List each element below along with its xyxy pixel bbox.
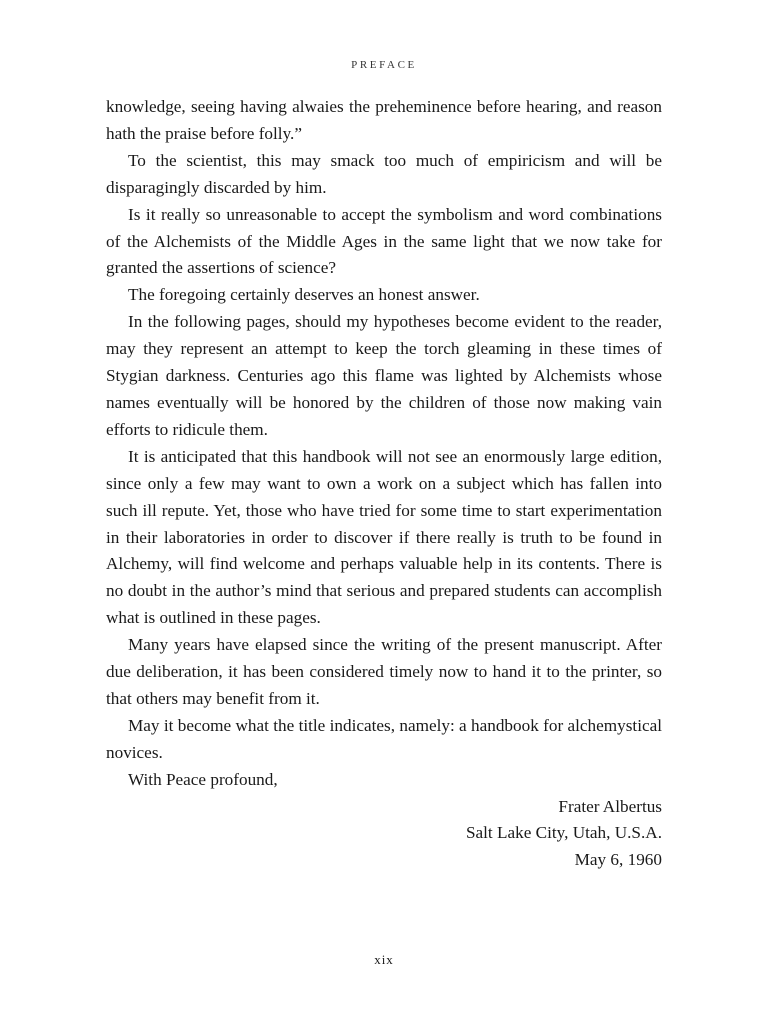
signature-date: May 6, 1960: [574, 850, 662, 870]
paragraph-7: Many years have elapsed since the writing of the present manuscript. After due deliberation, it has been considered timely now to hand it to the printer, so that others may benefit from it.: [106, 635, 662, 708]
text-block: [106, 94, 662, 874]
signature-block: [106, 794, 662, 875]
paragraph-4: The foregoing certainly deserves an honest answer.: [128, 285, 480, 305]
paragraph-2: To the scientist, this may smack too much of empiricism and will be disparagingly discarded by him.: [106, 150, 662, 197]
signature-name: Frater Albertus: [558, 796, 662, 816]
paragraph-3: Is it really so unreasonable to accept the symbolism and word combinations of the Alchemists of the Middle Ages in the same light that we now take for granted the assertions of science?: [106, 204, 662, 278]
page-number: xix: [374, 952, 394, 967]
closing-line: With Peace profound,: [128, 769, 278, 789]
paragraph-5: In the following pages, should my hypotheses become evident to the reader, may they represent an attempt to keep the torch gleaming in these times of Stygian darkness. Centuries ago this flame was lighted by Alchemists whose names eventually will be honored by the children of those now making vain efforts to ridicule them.: [106, 312, 662, 439]
running-head: PREFACE: [351, 59, 417, 71]
paragraph-1: knowledge, seeing having alwaies the preheminence before hearing, and reason hath the praise before folly.”: [106, 97, 662, 143]
paragraph-8: May it become what the title indicates, namely: a handbook for alchemystical novices.: [106, 715, 662, 762]
signature-place: Salt Lake City, Utah, U.S.A.: [465, 823, 662, 843]
paragraph-6: It is anticipated that this handbook will not see an enormously large edition, since only a few may want to own a work on a subject which has fallen into such ill repute. Yet, those who have tried for some time to start experimentation in their laboratories in order to discover if there really is truth to be found in Alchemy, will find welcome and perhaps valuable help in its contents. There is no doubt in the author’s mind that serious and prepared students can accomplish what is outlined in these pages.: [106, 446, 662, 628]
